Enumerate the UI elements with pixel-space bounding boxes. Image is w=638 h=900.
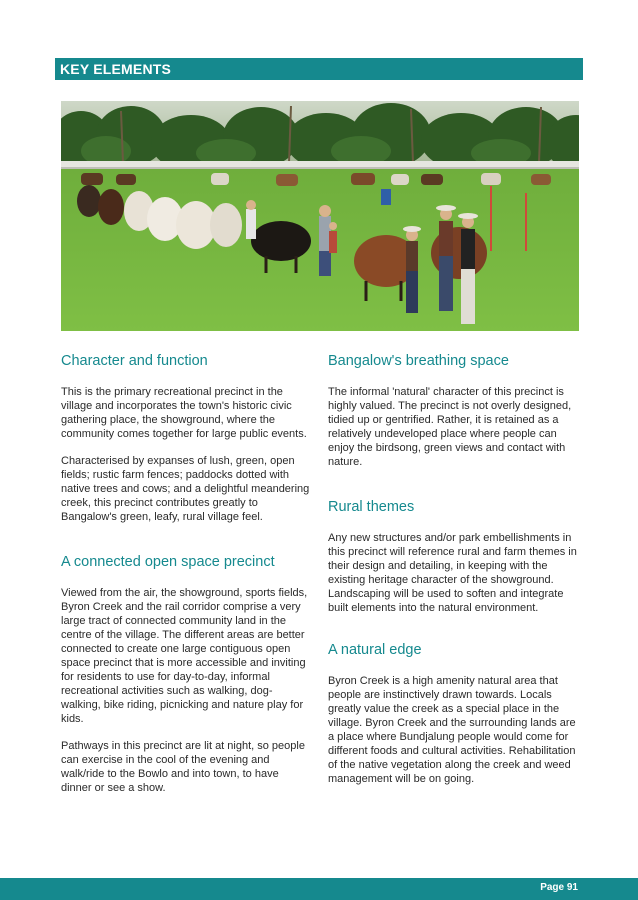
paragraph: This is the primary recreational precinct in the village and incorporates the town's historic civic gathering place, the showground, where the community comes together for large public events. xyxy=(61,386,307,440)
section-header: KEY ELEMENTS xyxy=(55,58,583,80)
heading-character-and-function: Character and function xyxy=(61,353,208,369)
showground-photo xyxy=(61,101,579,331)
paragraph: Characterised by expanses of lush, green, open fields; rustic farm fences; paddocks dotted with native trees and cows; and a delightful meandering creek, this precinct contributes greatly to Bangalow's green, leafy, rural village feel. xyxy=(61,455,310,523)
paragraph: Byron Creek is a high amenity natural area that people are instinctively drawn towards. Locals greatly value the creek as a special place in the village. Byron Creek and the surrounding lands are a place where Bundjalung people would come for different foods and cultural activities. Rehabilitation of the native vegetation along the creek and weed management will be on going. xyxy=(328,675,576,785)
paragraph: The informal 'natural' character of this precinct is highly valued. The precinct is not overly designed, tidied up or gentrified. Rather, it is retained as a relatively undeveloped place where people can enjoy the birdsong, green views and contact with nature. xyxy=(328,386,572,468)
heading-natural-edge: A natural edge xyxy=(328,642,422,658)
heading-connected-open-space: A connected open space precinct xyxy=(61,554,275,570)
heading-breathing-space: Bangalow's breathing space xyxy=(328,353,509,369)
right-column xyxy=(328,350,578,786)
left-column xyxy=(61,350,311,795)
heading-rural-themes: Rural themes xyxy=(328,499,415,515)
page-number: Page 91 xyxy=(540,882,578,893)
footer-bar xyxy=(0,878,638,900)
paragraph: Pathways in this precinct are lit at night, so people can exercise in the cool of the evening and walk/ride to the Bowlo and into town, to have dinner or see a show. xyxy=(61,740,305,794)
paragraph: Any new structures and/or park embellishments in this precinct will reference rural and farm themes in their design and detailing, in keeping with the existing heritage character of the showground. Landscaping will be used to soften and integrate built elements into the natural environment. xyxy=(328,532,577,614)
cattle-show-image xyxy=(61,101,579,331)
paragraph: Viewed from the air, the showground, sports fields, Byron Creek and the rail corridor comprise a very large tract of connected community land in the centre of the village. The different areas are better connected to create one large contiguous open space precinct that is more accessible and inviting for residents to use for day-to-day, informal recreational activities such as walking, dog-walking, bike riding, picnicking and nature play for kids. xyxy=(61,587,308,725)
